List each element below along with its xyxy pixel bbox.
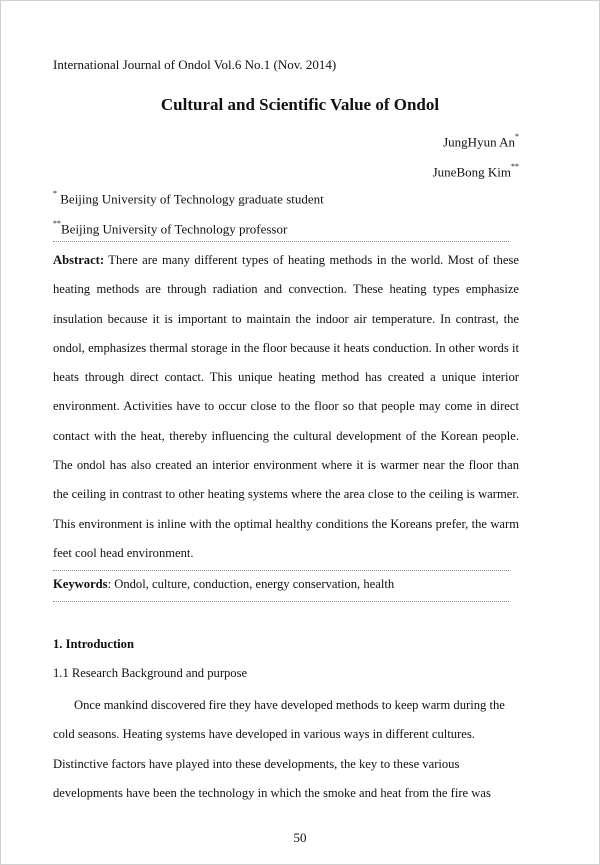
abstract-top-rule [53,241,509,242]
intro-line-4: developments have been the technology in which the smoke and heat from the fire was [53,785,491,800]
affiliation-1 [53,191,324,207]
author-1-name: JungHyun An [443,134,515,150]
keywords-text: : Ondol, culture, conduction, energy conservation, health [107,577,395,591]
affiliation-2 [53,221,287,237]
keywords-bottom-rule [53,601,509,602]
abstract-label: Abstract: [53,253,105,267]
affiliation-1-mark: * [53,189,57,198]
journal-header: International Journal of Ondol Vol.6 No.1 (Nov. 2014) [53,57,337,72]
author-2-mark: ** [511,162,519,171]
affiliation-2-text: Beijing University of Technology professor [61,221,288,237]
paper-title: Cultural and Scientific Value of Ondol [160,95,440,114]
author-1-mark: * [515,132,519,141]
intro-line-3: Distinctive factors have played into these developments, the key to these various [53,756,460,771]
affiliation-1-text: Beijing University of Technology graduate student [57,191,324,207]
intro-paragraph [53,691,519,808]
abstract-text: There are many different types of heating methods in the world. Most of these heating methods are through radiation and convection. These heating types emphasize insulation because it is important to maintain the indoor air temperature. In contrast, the ondol, emphasizes thermal storage in the floor because it heats conduction. In other words it heats through direct contact. This unique heating method has created a unique interior environment. Activities have to occur close to the floor so that people may come in direct contact with the heat, thereby influencing the cultural development of the Korean people. The ondol has also created an interior environment where it is warmer near the floor than the ceiling in contrast to other heating systems where the area close to the ceiling is warmer. This environment is inline with the optimal healthy conditions the Koreans prefer, the warm feet cool head environment. [53,253,519,560]
page-number: 50 [293,830,307,845]
keywords-label: Keywords [53,577,108,591]
keywords-top-rule [53,570,509,571]
author-2 [433,164,519,180]
keywords [53,577,394,592]
intro-line-2: cold seasons. Heating systems have developed in various ways in different cultures. [53,727,475,742]
subsection-heading: 1.1 Research Background and purpose [53,666,248,680]
abstract [53,246,519,568]
affiliation-2-mark: ** [53,219,61,228]
author-2-name: JuneBong Kim [432,164,511,180]
section-heading: 1. Introduction [53,637,134,651]
intro-line-1: Once mankind discovered fire they have developed methods to keep warm during the [74,698,505,712]
author-1 [443,134,519,150]
